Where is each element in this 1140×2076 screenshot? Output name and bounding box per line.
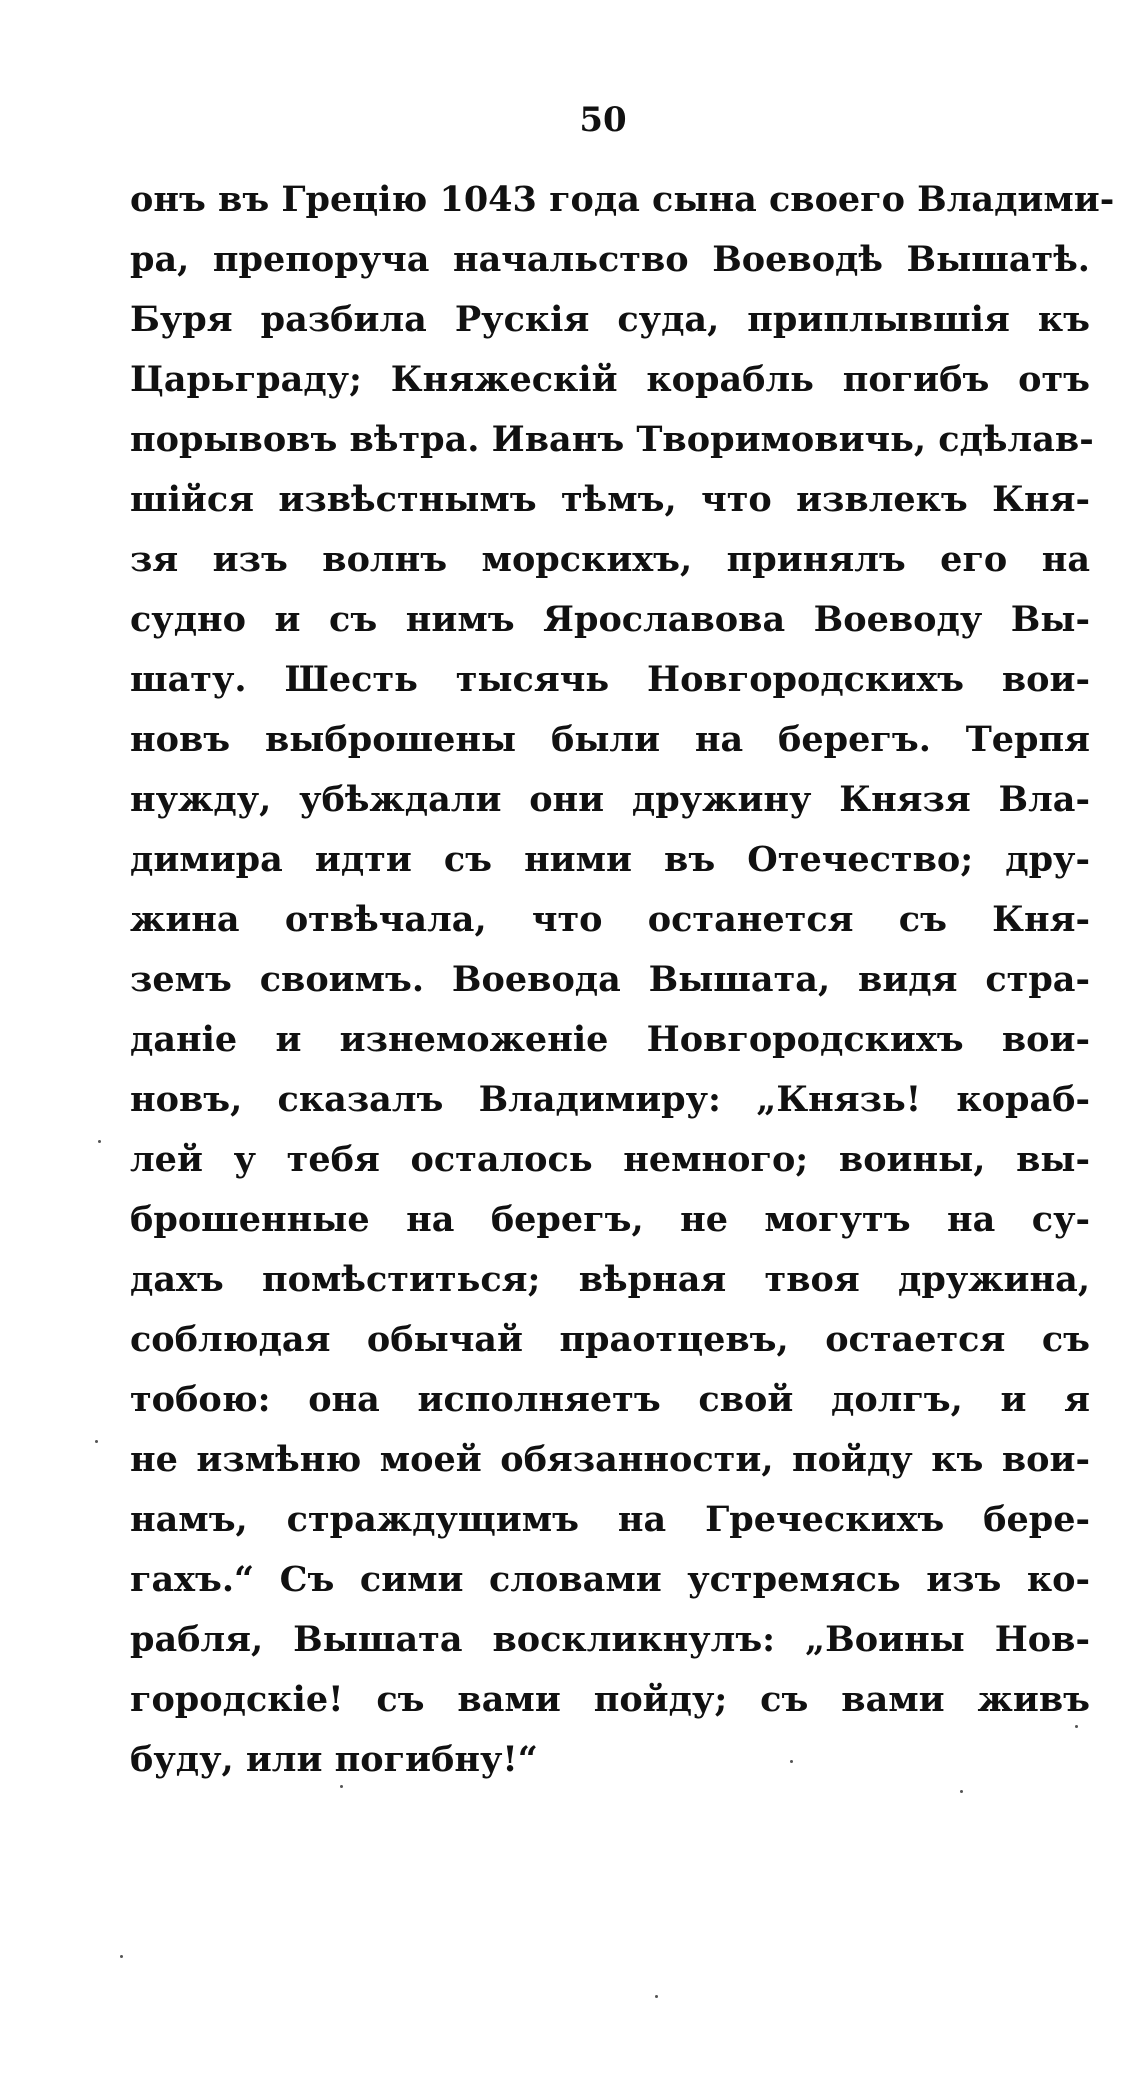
text-line: шійся извѣстнымъ тѣмъ, что извлекъ Кня- — [130, 479, 1090, 520]
scan-speck — [655, 1995, 658, 1998]
text-line: судно и съ нимъ Ярославова Воеводу Вы- — [130, 599, 1090, 640]
scan-speck — [960, 1790, 963, 1793]
text-line: дахъ помѣститься; вѣрная твоя дружина, — [130, 1259, 1090, 1300]
text-line: городскіе! съ вами пойду; съ вами живъ — [130, 1679, 1090, 1720]
text-line: Буря разбила Рускія суда, приплывшія къ — [130, 299, 1090, 340]
text-line: даніе и изнеможеніе Новгородскихъ вои- — [130, 1019, 1090, 1060]
text-line: онъ въ Грецію 1043 года сына своего Владими- — [130, 179, 1115, 220]
scan-speck — [120, 1955, 123, 1958]
scan-speck — [790, 1760, 793, 1763]
text-line: буду, или погибну!“ — [130, 1739, 538, 1780]
text-line: нужду, убѣждали они дружину Князя Вла- — [130, 779, 1090, 820]
text-line: Царьграду; Княжескій корабль погибъ отъ — [130, 359, 1090, 400]
text-line: димира идти съ ними въ Отечество; дру- — [130, 839, 1090, 880]
body-text — [130, 170, 1115, 1790]
text-line: порывовъ вѣтра. Иванъ Творимовичь, сдѣлав- — [130, 419, 1094, 460]
text-line: новъ, сказалъ Владимиру: „Князь! кораб- — [130, 1079, 1090, 1120]
text-line: брошенные на берегъ, не могутъ на су- — [130, 1199, 1090, 1240]
text-line: тобою: она исполняетъ свой долгъ, и я — [130, 1379, 1090, 1420]
text-line: соблюдая обычай праотцевъ, остается съ — [130, 1319, 1090, 1360]
text-line: гахъ.“ Съ сими словами устремясь изъ ко- — [130, 1559, 1090, 1600]
text-line: не измѣню моей обязанности, пойду къ вои- — [130, 1439, 1090, 1480]
page-number: 50 — [579, 100, 627, 140]
text-line: зя изъ волнъ морскихъ, принялъ его на — [130, 539, 1090, 580]
text-line: шату. Шесть тысячь Новгородскихъ вои- — [130, 659, 1090, 700]
text-line: жина отвѣчала, что останется съ Кня- — [130, 899, 1090, 940]
text-line: лей у тебя осталось немного; воины, вы- — [130, 1139, 1090, 1180]
scan-speck — [98, 1140, 101, 1143]
scan-speck — [340, 1785, 343, 1788]
text-line: ра, препоруча начальство Воеводѣ Вышатѣ. — [130, 239, 1090, 280]
text-line: рабля, Вышата воскликнулъ: „Воины Нов- — [130, 1619, 1090, 1660]
text-line: намъ, страждущимъ на Греческихъ бере- — [130, 1499, 1090, 1540]
text-line: земъ своимъ. Воевода Вышата, видя стра- — [130, 959, 1090, 1000]
scan-speck — [95, 1440, 98, 1443]
scan-speck — [1075, 1725, 1078, 1728]
text-line: новъ выброшены были на берегъ. Терпя — [130, 719, 1090, 760]
